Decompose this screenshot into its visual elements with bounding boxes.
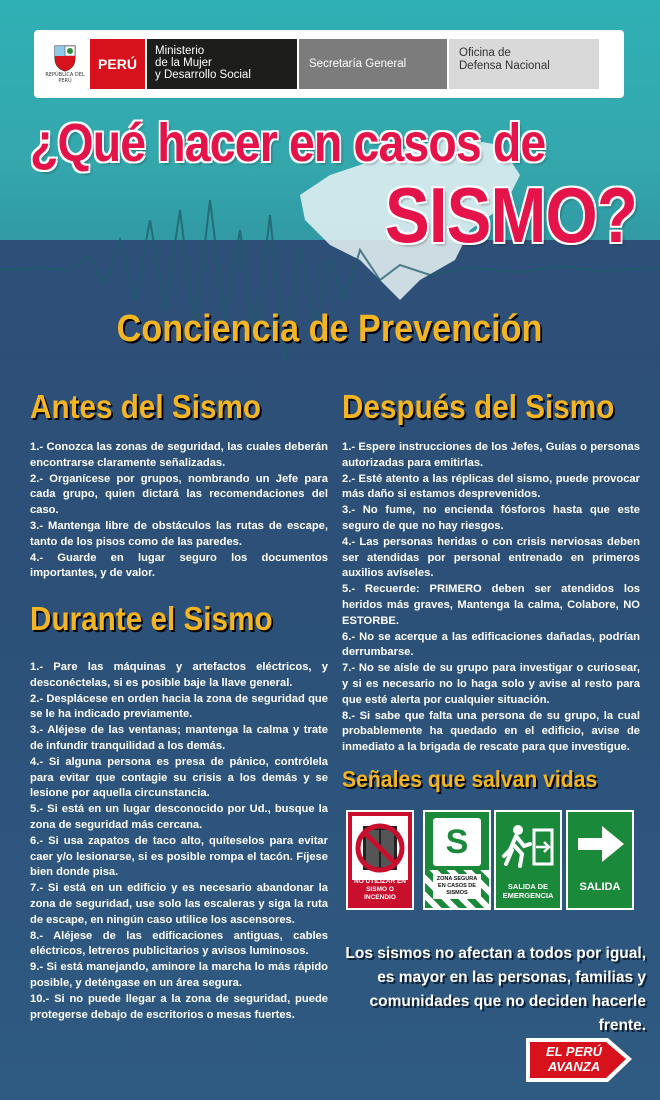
antes-item-4: 4.- Guarde en lugar seguro los documentos importantes, y de valor. bbox=[30, 551, 328, 580]
institution-header bbox=[34, 30, 624, 98]
durante-item-7: 7.- Si está en un edificio y es necesario abandonar la zona de seguridad, use solo las escaleras y siga la ruta de escape, en ningún caso utilice los ascensores. bbox=[30, 882, 328, 926]
despues-item-6: 6.- No se acerque a las edificaciones dañadas, podrían derrumbarse. bbox=[342, 630, 640, 659]
sign-safe-zone-label: ZONA SEGURA EN CASOS DE SISMOS bbox=[433, 874, 481, 899]
durante-item-4: 4.- Si alguna persona es presa de pánico, contrólela para evitar que contagie su crisis a los demás y se lesione por aquella circunstancia. bbox=[30, 755, 328, 800]
sign-safe-zone bbox=[423, 810, 491, 910]
durante-item-10: 10.- Si no puede llegar a la zona de seguridad, puede protegerse debajo de escritorios o mesas fuertes. bbox=[30, 992, 328, 1021]
antes-item-3: 3.- Mantenga libre de obstáculos las rutas de escape, tanto de los pisos como de las paredes. bbox=[30, 519, 328, 548]
oficina-line-2: Defensa Nacional bbox=[459, 60, 550, 72]
exit-arrow-icon bbox=[574, 820, 628, 868]
despues-item-3: 3.- No fume, no encienda fósforos hasta que este seguro de que no hay riesgos. bbox=[342, 504, 640, 532]
antes-list bbox=[30, 440, 328, 582]
signs-heading bbox=[342, 766, 619, 793]
ministry-label bbox=[147, 39, 297, 89]
ministry-line-2: de la Mujer bbox=[155, 57, 212, 69]
ministry-line-3: y Desarrollo Social bbox=[155, 69, 251, 81]
despues-heading-text: Después del Sismo bbox=[342, 388, 615, 425]
sign-exit-label: SALIDA bbox=[579, 881, 621, 893]
sign-no-elevator bbox=[346, 810, 414, 910]
despues-item-1: 1.- Espere instrucciones de los Jefes, Guías o personas autorizadas para emitirlas. bbox=[342, 441, 640, 469]
despues-list bbox=[342, 440, 640, 756]
subtitle-text: Conciencia de Prevención bbox=[117, 308, 543, 350]
crest-label: REPÚBLICA DEL PERÚ bbox=[45, 72, 85, 84]
durante-item-8: 8.- Aléjese de las edificaciones antiguas, cables eléctricos, letreros publicitarios y avisos luminosos. bbox=[30, 929, 328, 958]
despues-item-2: 2.- Esté atento a las réplicas del sismo, puede provocar más daño si estamos desprevenidos. bbox=[342, 472, 640, 501]
footer-line-1: Los sismos no afectan a todos por igual, bbox=[345, 945, 646, 962]
elevator-prohibited-icon bbox=[355, 820, 405, 876]
despues-item-7: 7.- No se aísle de su grupo para investigar o curiosear, y si es necesario no lo haga solo y avise al resto para que esté alerta por cualquier situación. bbox=[342, 662, 640, 706]
ministry-line-1: Ministerio bbox=[155, 45, 205, 57]
durante-item-2: 2.- Desplácese en orden hacia la zona de seguridad que se le ha indicado previamente. bbox=[30, 692, 328, 721]
despues-heading bbox=[342, 388, 645, 426]
emergency-exit-icon bbox=[500, 820, 558, 872]
sign-no-elevator-label: NO UTILIZAR EN SISMO O INCENDIO bbox=[354, 878, 406, 901]
despues-item-4: 4.- Las personas heridas o con crisis nerviosas deben ser atendidas por personal entrenado en primeros auxilios avíseles. bbox=[342, 535, 640, 580]
oficina-line-1: Oficina de bbox=[459, 47, 511, 59]
avanza-line-1: EL PERÚ bbox=[545, 1044, 603, 1059]
footer-line-3: comunidades que no deciden hacerle frente. bbox=[369, 993, 646, 1034]
antes-item-1: 1.- Conozca las zonas de seguridad, las cuales deberán encontrarse claramente señalizadas. bbox=[30, 441, 328, 469]
footer-line-2: es mayor en las personas, familias y bbox=[377, 969, 646, 986]
antes-heading-text: Antes del Sismo bbox=[30, 388, 262, 425]
subtitle bbox=[0, 308, 660, 351]
secretaria-label: Secretaría General bbox=[299, 39, 447, 89]
despues-item-5: 5.- Recuerde: PRIMERO deben ser atendidos los heridos más graves, Mantenga la calma, Colabore, NO ESTORBE. bbox=[342, 583, 640, 627]
durante-heading-text: Durante el Sismo bbox=[30, 600, 273, 637]
antes-heading bbox=[30, 388, 287, 426]
crest-icon bbox=[52, 44, 78, 72]
durante-list bbox=[30, 660, 328, 1023]
durante-item-9: 9.- Si está manejando, aminore la marcha lo más rápido posible, y deténgase en un área segura. bbox=[30, 961, 328, 989]
sign-emergency-exit bbox=[494, 810, 562, 910]
el-peru-avanza-badge bbox=[522, 1032, 634, 1086]
durante-item-3: 3.- Aléjese de las ventanas; mantenga la calma y trate de infundir tranquilidad a los demás. bbox=[30, 724, 328, 752]
sign-emergency-exit-label: SALIDA DE EMERGENCIA bbox=[502, 882, 554, 900]
oficina-label bbox=[449, 39, 599, 89]
durante-item-5: 5.- Si está en un lugar desconocido por Ud., busque la zona de seguridad más cercana. bbox=[30, 803, 328, 831]
antes-item-2: 2.- Organícese por grupos, nombrando un Jefe para cada grupo, quien dictará las recomendaciones del caso. bbox=[30, 472, 328, 517]
durante-item-6: 6.- Si usa zapatos de taco alto, quíteselos para evitar caer y/o lesionarse, si es posible rompa el tacón. Fíjese bien donde pisa. bbox=[30, 834, 328, 879]
main-title-line-1: ¿Qué hacer en casos de bbox=[30, 113, 546, 173]
sign-no-elevator-panel bbox=[352, 816, 408, 880]
peru-label: PERÚ bbox=[90, 39, 145, 89]
durante-item-1: 1.- Pare las máquinas y artefactos eléctricos, y desconéctelas, si es posible baje la llave general. bbox=[30, 661, 328, 689]
avanza-label bbox=[534, 1044, 614, 1074]
sign-exit bbox=[566, 810, 634, 910]
avanza-line-2: AVANZA bbox=[547, 1059, 601, 1074]
national-crest bbox=[44, 40, 86, 88]
main-title-line-2: SISMO? bbox=[385, 171, 637, 259]
durante-heading bbox=[30, 600, 300, 638]
despues-item-8: 8.- Si sabe que falta una persona de su grupo, la cual probablemente ha quedado en el edificio, avise de inmediato a la brigada de rescate para que investigue. bbox=[342, 709, 640, 754]
safe-zone-icon: S bbox=[433, 818, 481, 866]
footer-message bbox=[326, 942, 646, 1038]
signs-heading-text: Señales que salvan vidas bbox=[342, 766, 598, 792]
